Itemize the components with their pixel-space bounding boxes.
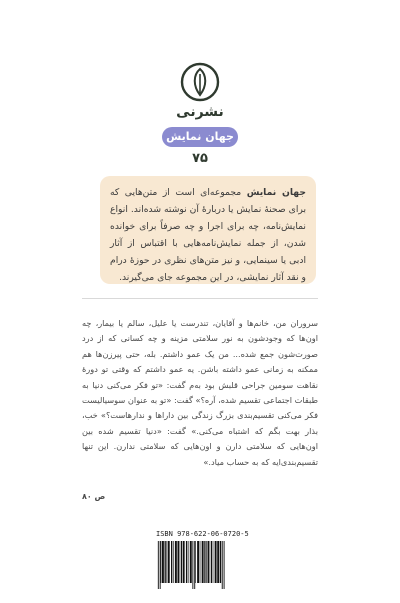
isbn-barcode bbox=[156, 530, 249, 592]
excerpt-page-reference: ص ۸۰ bbox=[82, 492, 106, 501]
series-description-box bbox=[100, 176, 316, 284]
divider bbox=[82, 298, 318, 299]
publisher-name: نشرنی bbox=[176, 104, 224, 120]
series-description-lead: جهان نمایش bbox=[246, 187, 306, 198]
series-description-text: مجموعه‌ای است از متن‌هایی که برای صحنهٔ نمایش یا دربارهٔ آن نوشته شده‌اند. انواع نمایش‌نامه، چه برای اجرا و چه صرفاً برای خوانده شدن، از جمله نمایش‌نامه‌هایی با اقتباس از آثار ادبی یا سینمایی، و نیز متن‌های نظری در حوزهٔ درام و نقد آثار نمایشی، در این مجموعه جای می‌گیرند. bbox=[110, 187, 306, 283]
barcode-icon bbox=[156, 541, 244, 589]
series-number: ۷۵ bbox=[192, 151, 208, 166]
nashrani-leaf-logo-icon bbox=[180, 62, 220, 102]
series-description bbox=[110, 184, 306, 286]
isbn-number: ISBN 978-622-06-0720-5 bbox=[156, 530, 249, 538]
excerpt-text: سروران من، خانم‌ها و آقایان، تندرست یا علیل، سالم یا بیمار، چه اون‌ها که وجودشون به نور سلامتی مزینه و چه کسانی که از درد صورت‌شون جمع شده... من یک عمو داشتم. بله، حتی پیرزن‌ها هم ممکنه به زمانی عمو داشته باشن. یه عمو داشتم که وقتی تو دورهٔ نقاهت سومین جراحی قلبش بود به‌م گفت: «تو فکر می‌کنی دنیا به طبقات اجتماعی تقسیم شده، آره؟» گفت: «تو به عنوان سوسیالیست فکر می‌کنی تقسیم‌بندی بزرگ زندگی بین داراها و ندارهاست؟» خب، بذار بهت بگم که اشتباه می‌کنی.» گفت: «دنیا تقسیم شده بین اون‌هایی که سلامتی دارن و اون‌هایی که سلامتی ندارن. این تنها تقسیم‌بندی‌ایه که به حساب میاد.» bbox=[82, 318, 318, 467]
series-badge: جهان نمایش bbox=[162, 127, 238, 147]
book-excerpt bbox=[82, 316, 318, 470]
